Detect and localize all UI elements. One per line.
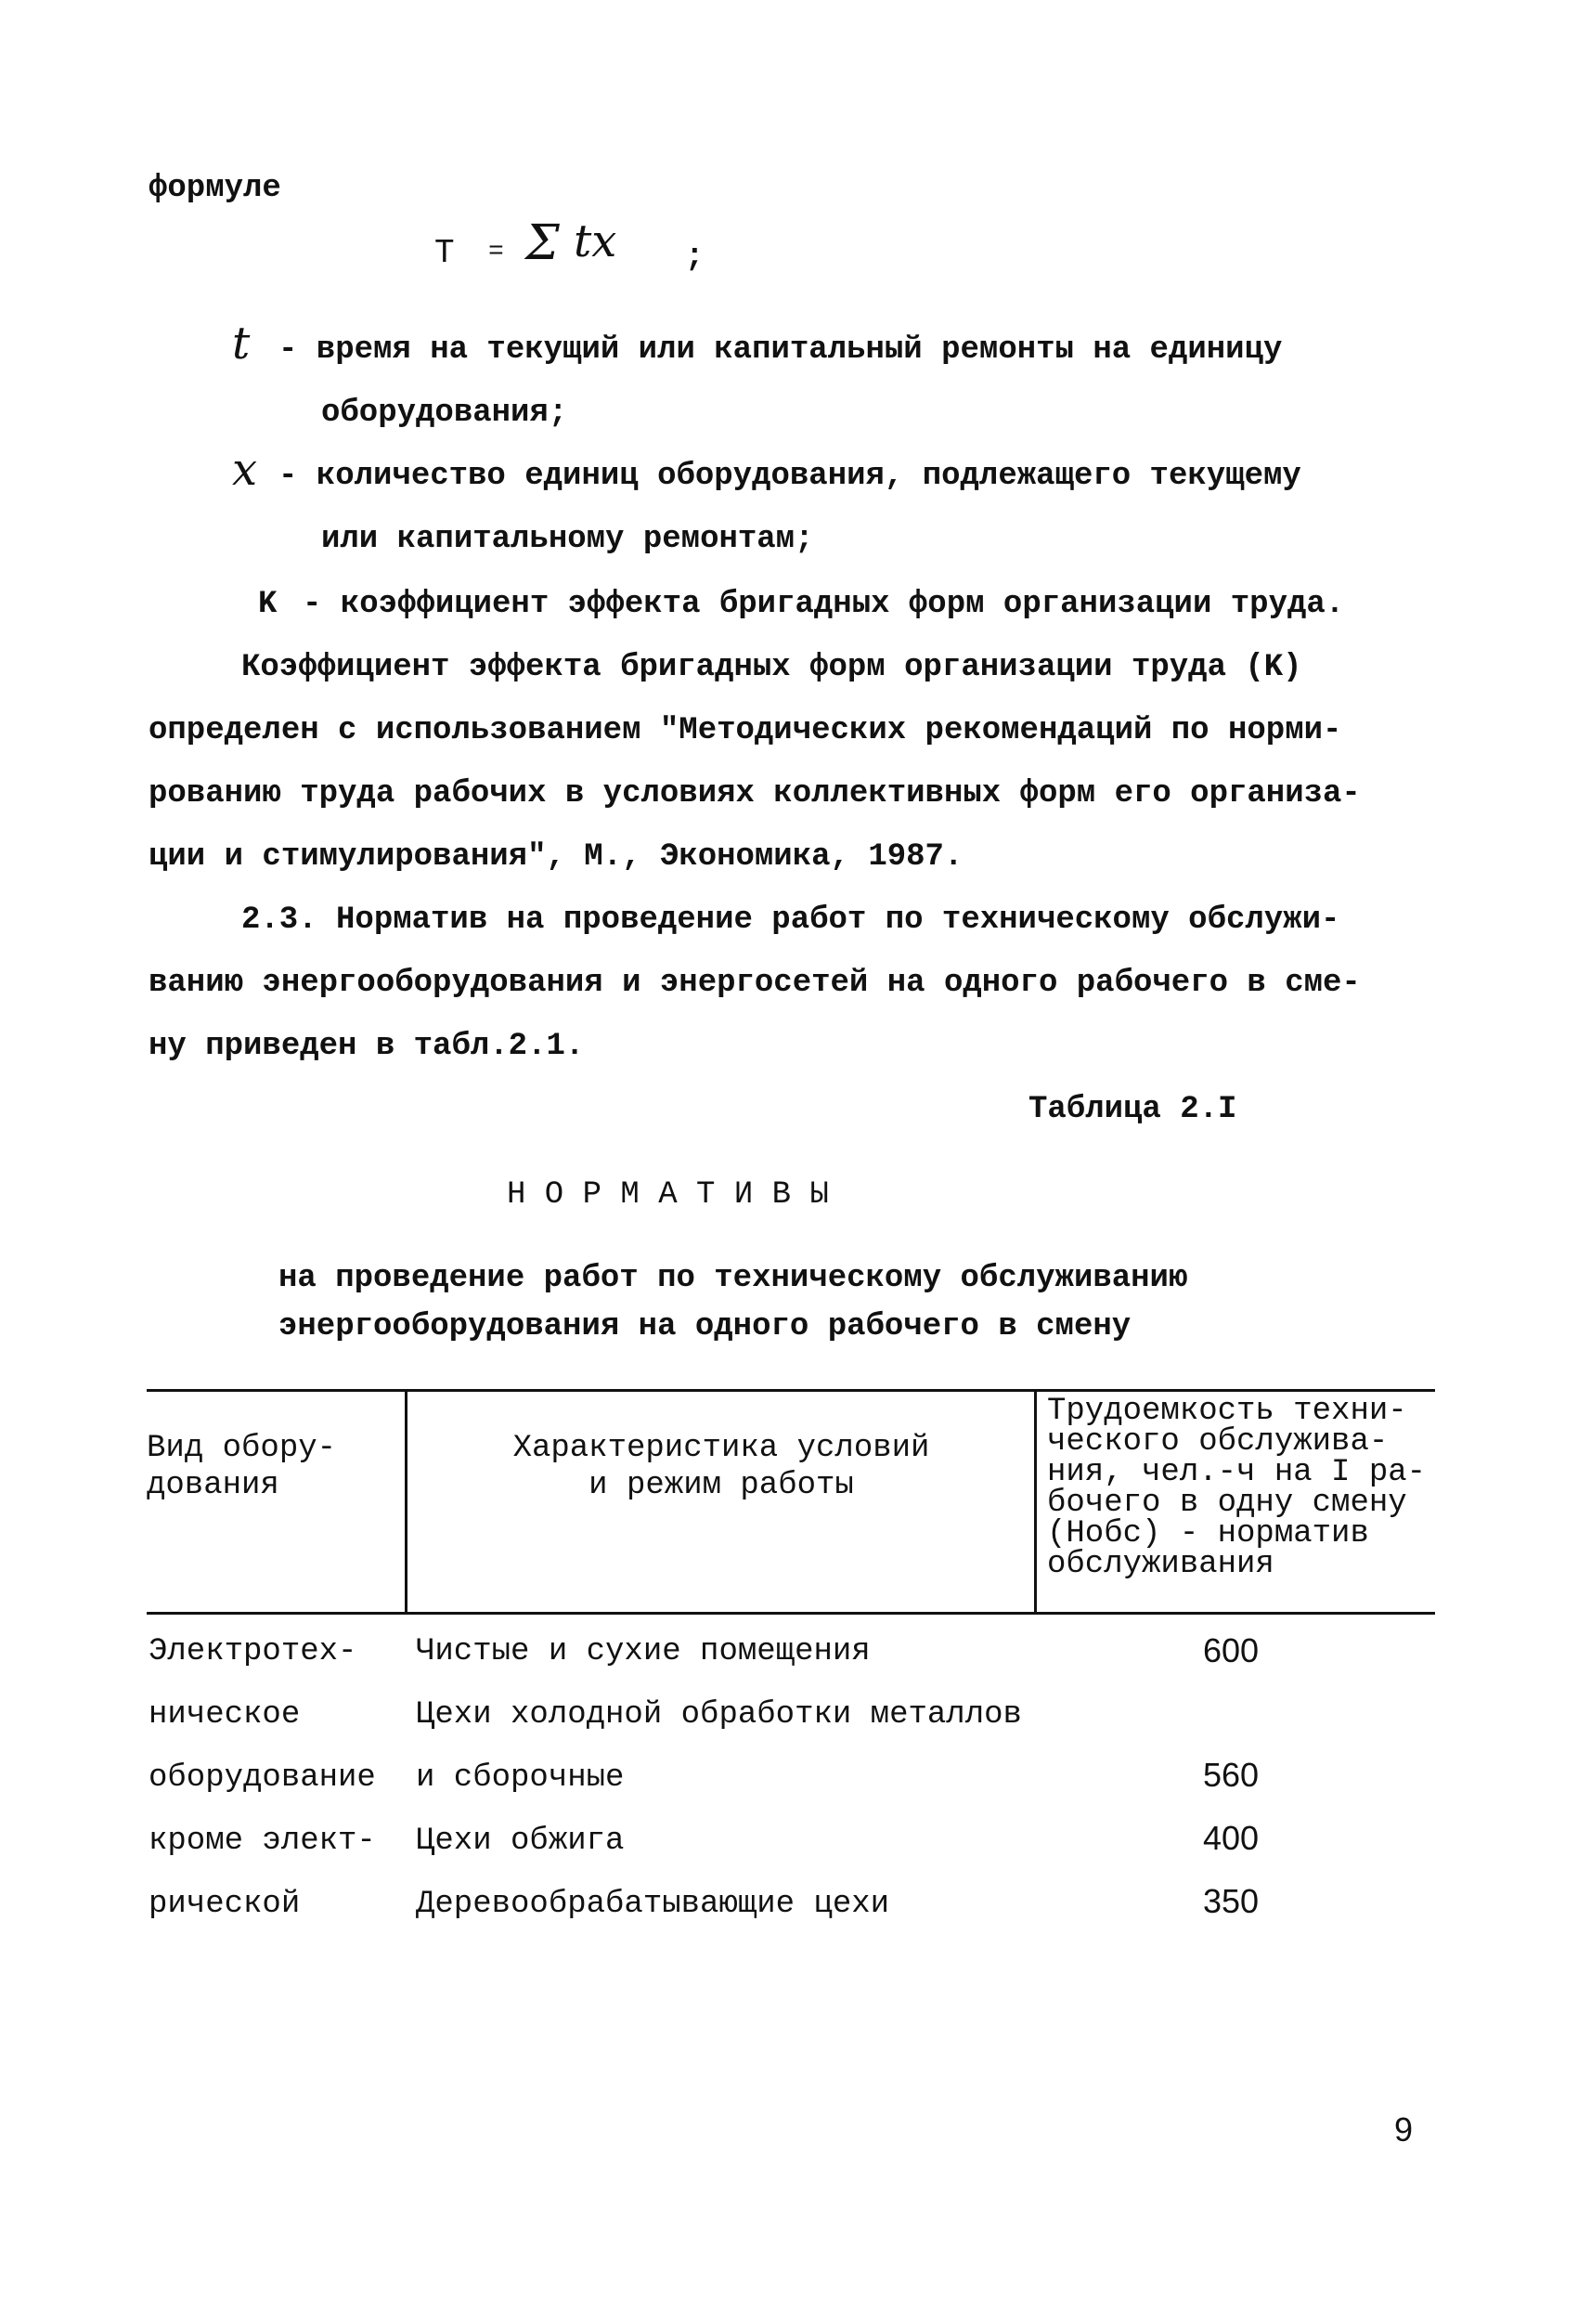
table-top-rule <box>147 1389 1435 1392</box>
equipment-cell-line: Электротех- <box>149 1634 357 1669</box>
condition-cell: и сборочные <box>416 1760 625 1796</box>
definition-line: - время на текущий или капитальный ремонты на единицу <box>278 332 1283 368</box>
definition-symbol-x: x <box>232 444 258 496</box>
table-header-rule <box>147 1612 1435 1615</box>
value-cell: 400 <box>1203 1819 1260 1857</box>
equipment-cell-line: рической <box>149 1887 301 1922</box>
table-header-conditions: Характеристика условий и режим работы <box>512 1431 930 1503</box>
table-subtitle-line: на проведение работ по техническому обслуживанию <box>278 1261 1188 1296</box>
equipment-cell-line: оборудование <box>149 1760 376 1796</box>
definition-symbol-t: t <box>232 318 251 370</box>
formula-lhs: T <box>434 234 455 272</box>
value-cell: 350 <box>1203 1882 1260 1920</box>
definition-line: или капитальному ремонтам; <box>321 522 814 557</box>
definition-line: - количество единиц оборудования, подлежащего текущему <box>278 459 1301 494</box>
formula-semicolon: ; <box>685 240 705 275</box>
paragraph-line: ну приведен в табл.2.1. <box>149 1029 585 1064</box>
paragraph-line: Коэффициент эффекта бригадных форм организации труда (K) <box>241 650 1302 685</box>
definition-symbol-k: K <box>258 587 278 622</box>
paragraph-line: 2.3. Норматив на проведение работ по техническому обслужи- <box>241 902 1340 938</box>
condition-cell: Цехи обжига <box>416 1824 625 1859</box>
page-number: 9 <box>1394 2110 1414 2149</box>
paragraph-line: ванию энергооборудования и энергосетей на одного рабочего в сме- <box>149 966 1361 1001</box>
table-header-equipment: Вид обору- дования <box>147 1431 337 1503</box>
formula-equals: = <box>488 238 504 266</box>
definition-line: оборудования; <box>321 396 568 431</box>
table-subtitle-line: энергооборудования на одного рабочего в смену <box>278 1309 1132 1344</box>
condition-cell: Чистые и сухие помещения <box>416 1634 871 1669</box>
equipment-cell-line: ническое <box>149 1697 301 1733</box>
paragraph-line: рованию труда рабочих в условиях коллективных форм его организа- <box>149 776 1361 811</box>
table-header-labor: Трудоемкость техни- ческого обслужива- ния, чел.-ч на I ра- бочего в одну смену (Нобс) - норматив обслуживания <box>1047 1394 1427 1582</box>
condition-cell: Цехи холодной обработки металлов <box>416 1697 1022 1733</box>
table-column-divider <box>405 1389 407 1614</box>
formula-vars: tx <box>574 215 617 267</box>
paragraph-line: ции и стимулирования", М., Экономика, 1987. <box>149 839 964 875</box>
value-cell: 560 <box>1203 1756 1260 1794</box>
table-label: Таблица 2.I <box>1028 1092 1237 1127</box>
condition-cell: Деревообрабатывающие цехи <box>416 1887 890 1922</box>
equipment-cell-line: кроме элект- <box>149 1824 376 1859</box>
formula-sum-sign: Σ <box>525 215 560 271</box>
intro-text: формуле <box>149 171 281 206</box>
value-cell: 600 <box>1203 1631 1260 1669</box>
table-column-divider <box>1034 1389 1037 1614</box>
paragraph-line: определен с использованием "Методических рекомендаций по норми- <box>149 713 1342 748</box>
table-title: Н О Р М А Т И В Ы <box>507 1177 829 1213</box>
definition-line: - коэффициент эффекта бригадных форм организации труда. <box>303 587 1345 622</box>
